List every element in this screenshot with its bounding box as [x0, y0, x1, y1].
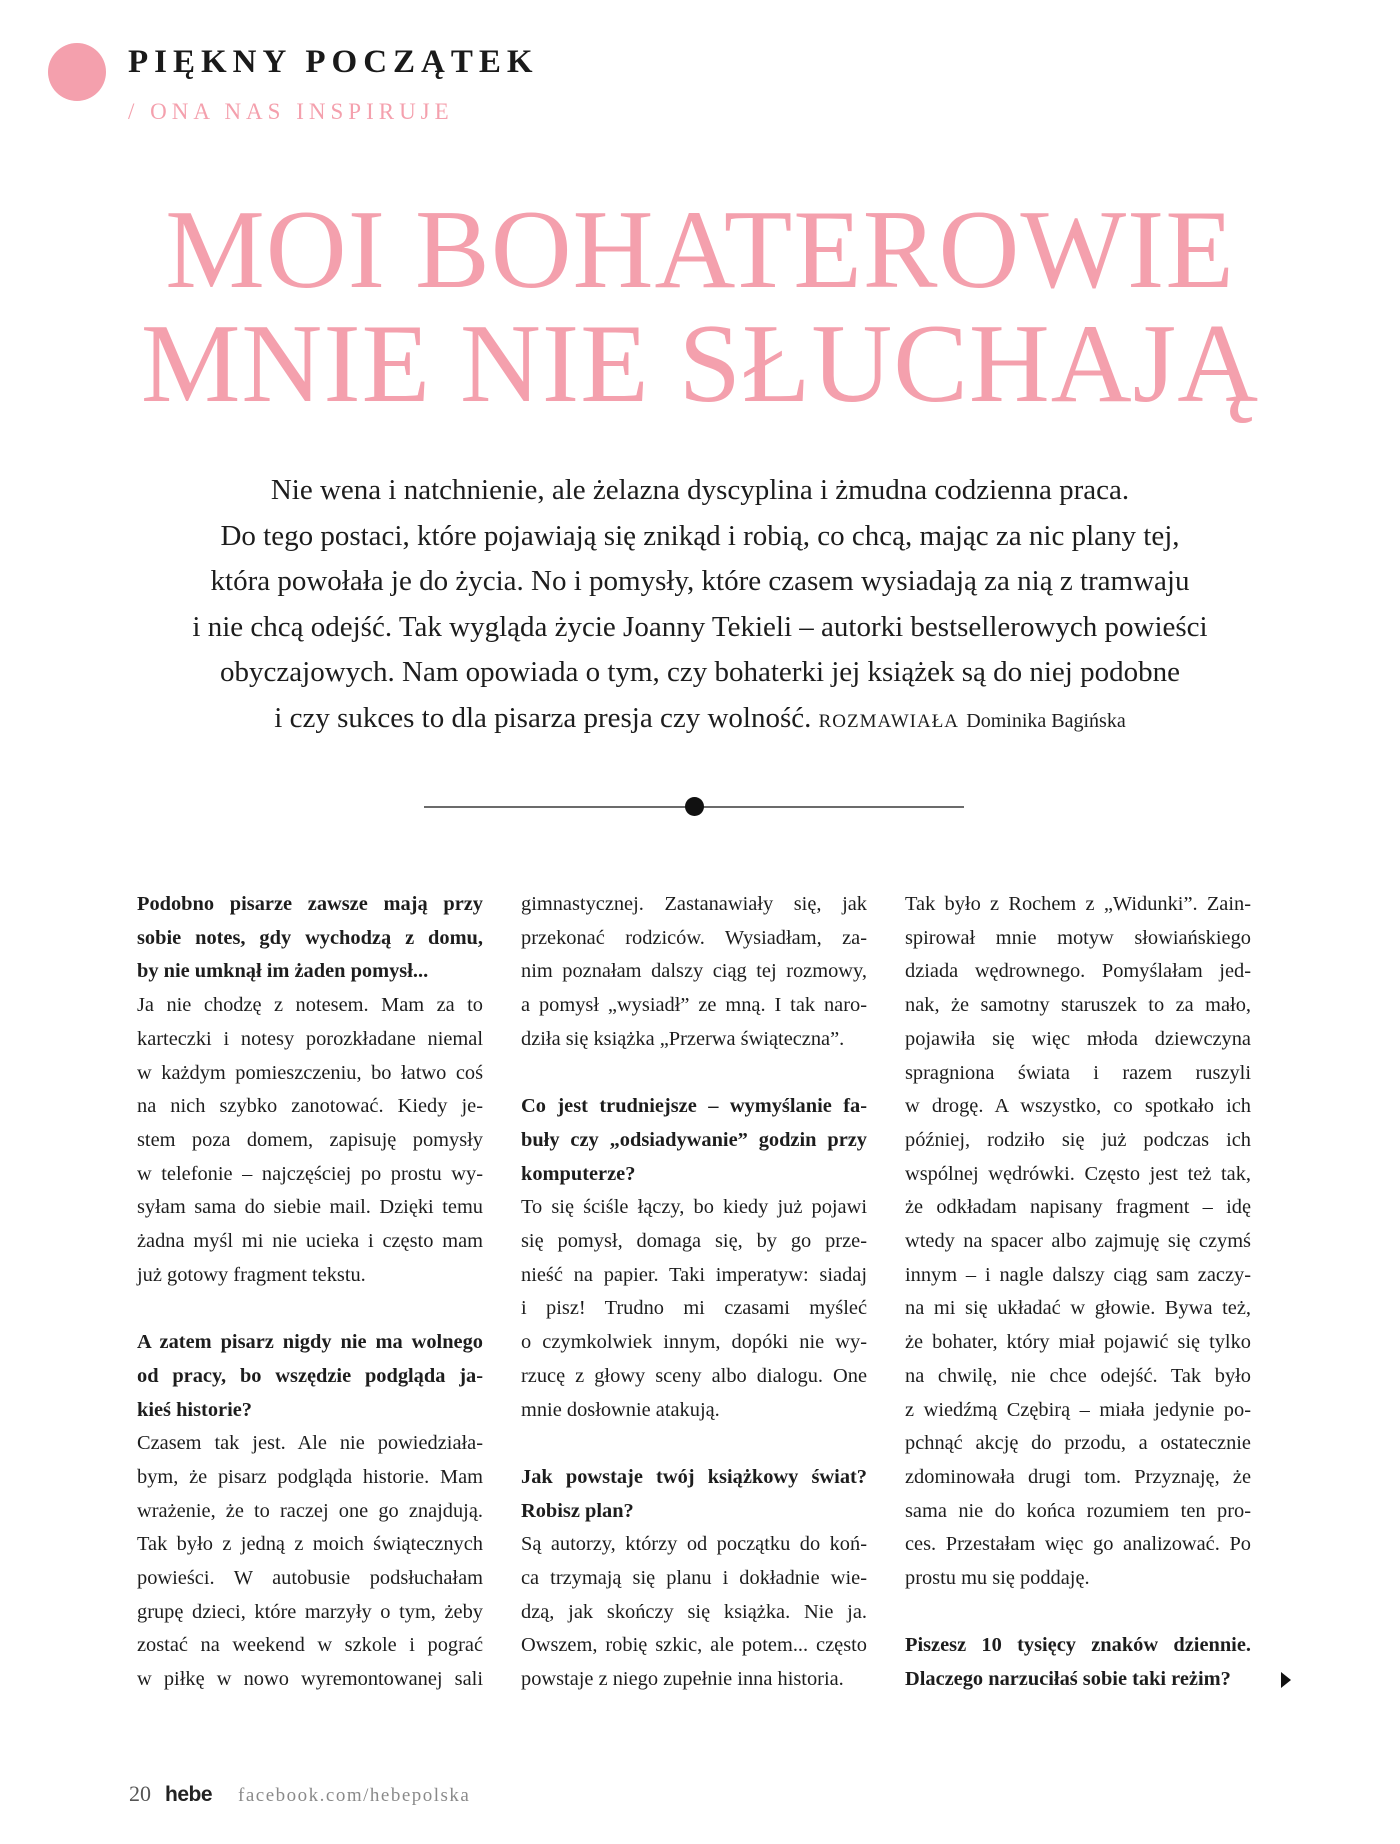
text-line: wrażenie, że to raczej one go znajdują.: [137, 1499, 483, 1522]
text-line: spragniona świata i razem ruszyli: [905, 1061, 1251, 1084]
section-title: PIĘKNY POCZĄTEK: [128, 44, 539, 80]
interview-answer: [905, 888, 1251, 1596]
text-line: Piszesz 10 tysięcy znaków dziennie.: [905, 1634, 1251, 1657]
text-line: Podobno pisarze zawsze mają przy: [137, 893, 483, 915]
text-line: że bohater, który miał pojawić się tylko: [905, 1331, 1251, 1354]
credit-name: Dominika Bagińska: [966, 709, 1126, 732]
interview-answer: [521, 888, 867, 1057]
lead-paragraph: [140, 468, 1260, 745]
paragraph-gap: [137, 1292, 483, 1326]
text-line: kieś historie?: [137, 1398, 252, 1421]
text-line: Owszem, robię szkic, ale potem... często: [521, 1634, 867, 1657]
text-line: Tak było z Rochem z „Widunki”. Zain-: [905, 893, 1251, 915]
text-line: ces. Przestałam więc go analizować. Po: [905, 1533, 1251, 1556]
text-line: spirował mnie motyw słowiańskiego: [905, 926, 1251, 949]
text-line: gimnastycznej. Zastanawiały się, jak: [521, 893, 867, 915]
text-line: dzą, jak skończy się książka. Nie ja.: [521, 1600, 867, 1623]
text-line: od pracy, bo wszędzie podgląda ja-: [137, 1364, 483, 1387]
text-line: by nie umknął im żaden pomysł...: [137, 960, 429, 983]
text-line: wspólnej wędrówki. Często jest też tak,: [905, 1162, 1251, 1185]
text-line: mnie dosłownie atakują.: [521, 1398, 720, 1421]
text-line: zdominowała drugi tom. Przyznaję, że: [905, 1465, 1251, 1488]
text-line: już gotowy fragment tekstu.: [137, 1263, 366, 1286]
text-line: stem poza domem, zapisuję pomysły: [137, 1128, 483, 1151]
text-line: w telefonie – najczęściej po prostu wy-: [137, 1162, 483, 1185]
interview-question: [137, 888, 483, 989]
text-line: Ja nie chodzę z notesem. Mam za to: [137, 994, 483, 1017]
interview-answer: [137, 1427, 483, 1697]
article-column-1: [137, 888, 483, 1697]
text-line: ca trzymają się planu i dokładnie wie-: [521, 1567, 867, 1590]
text-line: z wiedźmą Czębirą – miała jedynie po-: [905, 1398, 1251, 1421]
text-line: w drogę. A wszystko, co spotkało ich: [905, 1095, 1251, 1118]
text-line: sobie notes, gdy wychodzą z domu,: [137, 926, 483, 949]
text-line: rzucę z głowy sceny albo dialogu. One: [521, 1364, 867, 1387]
paragraph-gap: [521, 1057, 867, 1091]
continue-arrow-icon: [1281, 1672, 1291, 1688]
divider-dot: [685, 797, 704, 816]
text-line: Są autorzy, którzy od początku do koń-: [521, 1533, 867, 1556]
text-line: grupę dzieci, które marzyły o tym, żeby: [137, 1600, 483, 1623]
lead-last-line: [140, 696, 1260, 745]
headline-line-2: MNIE NIE SŁUCHAJĄ: [140, 302, 1260, 426]
text-line: Co jest trudniejsze – wymyślanie fa-: [521, 1095, 867, 1118]
text-line: dziła się książka „Przerwa świąteczna”.: [521, 1027, 845, 1050]
text-line: Dlaczego narzuciłaś sobie taki reżim?: [905, 1668, 1231, 1691]
text-line: powieści. W autobusie podsłuchałam: [137, 1567, 483, 1590]
text-line: Tak było z jedną z moich świątecznych: [137, 1533, 483, 1556]
text-line: zostać na weekend w szkole i pograć: [137, 1634, 483, 1657]
text-line: sama nie do końca rozumiem ten pro-: [905, 1499, 1251, 1522]
text-line: pojawiła się więc młoda dziewczyna: [905, 1027, 1251, 1050]
credit-label: ROZMAWIAŁA: [818, 710, 960, 732]
text-line: Czasem tak jest. Ale nie powiedziała-: [137, 1432, 483, 1455]
text-line: prostu mu się poddaję.: [905, 1567, 1090, 1590]
text-line: karteczki i notesy porozkładane niemal: [137, 1027, 483, 1050]
page-number: 20: [129, 1781, 151, 1806]
text-line: nak, że samotny staruszek to za mało,: [905, 994, 1251, 1017]
text-line: innym – i nagle dalszy ciąg sam zaczy-: [905, 1263, 1251, 1286]
interview-answer: [521, 1191, 867, 1427]
lead-line: i nie chcą odejść. Tak wygląda życie Joanny Tekieli – autorki bestsellerowych powieści: [192, 610, 1208, 643]
text-line: buły czy „odsiadywanie” godzin przy: [521, 1128, 867, 1151]
text-line: nim poznałam dalszy ciąg tej rozmowy,: [521, 960, 867, 983]
article-column-3: [905, 888, 1251, 1697]
text-line: że odkładam napisany fragment – idę: [905, 1196, 1251, 1219]
text-line: a pomysł „wysiadł” ze mną. I tak naro-: [521, 994, 867, 1017]
text-line: To się ściśle łączy, bo kiedy już pojawi: [521, 1196, 867, 1219]
text-line: na chwilę, nie chce odejść. Tak było: [905, 1364, 1251, 1387]
lead-line: Nie wena i natchnienie, ale żelazna dyscyplina i żmudna codzienna praca.: [270, 474, 1130, 506]
text-line: dziada wędrownego. Pomyślałam jed-: [905, 960, 1251, 983]
headline-line-1: MOI BOHATEROWIE: [165, 188, 1235, 312]
text-line: powstaje z niego zupełnie inna historia.: [521, 1668, 844, 1691]
text-line: Jak powstaje twój książkowy świat?: [521, 1465, 867, 1488]
lead-line: i czy sukces to dla pisarza presja czy wolność.: [274, 701, 812, 734]
article-column-2: [521, 888, 867, 1697]
paragraph-gap: [905, 1596, 1251, 1630]
brand-logo: hebe: [165, 1783, 213, 1806]
text-line: pchnąć akcję do przodu, a ostatecznie: [905, 1432, 1251, 1455]
text-line: wtedy na spacer albo zajmuję się czymś: [905, 1230, 1251, 1253]
lead-line: Do tego postaci, które pojawiają się znikąd i robią, co chcą, mając za nic plany tej,: [220, 519, 1180, 552]
interview-question: [521, 1090, 867, 1191]
paragraph-gap: [521, 1427, 867, 1461]
interview-question: [521, 1461, 867, 1528]
text-line: na mi się układać w głowie. Bywa też,: [905, 1297, 1251, 1320]
text-line: A zatem pisarz nigdy nie ma wolnego: [137, 1331, 483, 1354]
lead-line: która powołała je do życia. No i pomysły, które czasem wysiadają za nią z tramwaju: [210, 565, 1190, 598]
text-line: nieść na papier. Taki imperatyw: siadaj: [521, 1263, 867, 1286]
facebook-link[interactable]: facebook.com/hebepolska: [238, 1785, 471, 1806]
text-line: w piłkę w nowo wyremontowanej sali: [137, 1668, 483, 1691]
text-line: przekonać rodziców. Wysiadłam, za-: [521, 926, 867, 949]
text-line: i pisz! Trudno mi czasami myśleć: [521, 1297, 867, 1320]
text-line: komputerze?: [521, 1162, 636, 1185]
section-pink-dot: [48, 43, 106, 101]
interview-question: [137, 1326, 483, 1427]
section-subtitle: / ONA NAS INSPIRUJE: [128, 99, 454, 124]
text-line: później, rodziło się już podczas ich: [905, 1128, 1251, 1151]
lead-line: obyczajowych. Nam opowiada o tym, czy bohaterki jej książek są do niej podobne: [220, 656, 1180, 689]
text-line: się pomysł, domaga się, by go prze-: [521, 1230, 867, 1253]
text-line: na nich szybko zanotować. Kiedy je-: [137, 1095, 483, 1118]
text-line: Robisz plan?: [521, 1499, 634, 1522]
page-footer: [129, 1781, 470, 1807]
text-line: o czymkolwiek innym, dopóki nie wy-: [521, 1331, 867, 1354]
interview-answer: [137, 989, 483, 1292]
interview-answer: [521, 1528, 867, 1697]
text-line: bym, że pisarz podgląda historie. Mam: [137, 1465, 483, 1488]
interview-question: [905, 1629, 1251, 1696]
text-line: w każdym pomieszczeniu, bo łatwo coś: [137, 1061, 483, 1084]
text-line: syłam sama do siebie mail. Dzięki temu: [137, 1196, 483, 1219]
text-line: żadna myśl mi nie ucieka i często mam: [137, 1230, 483, 1253]
